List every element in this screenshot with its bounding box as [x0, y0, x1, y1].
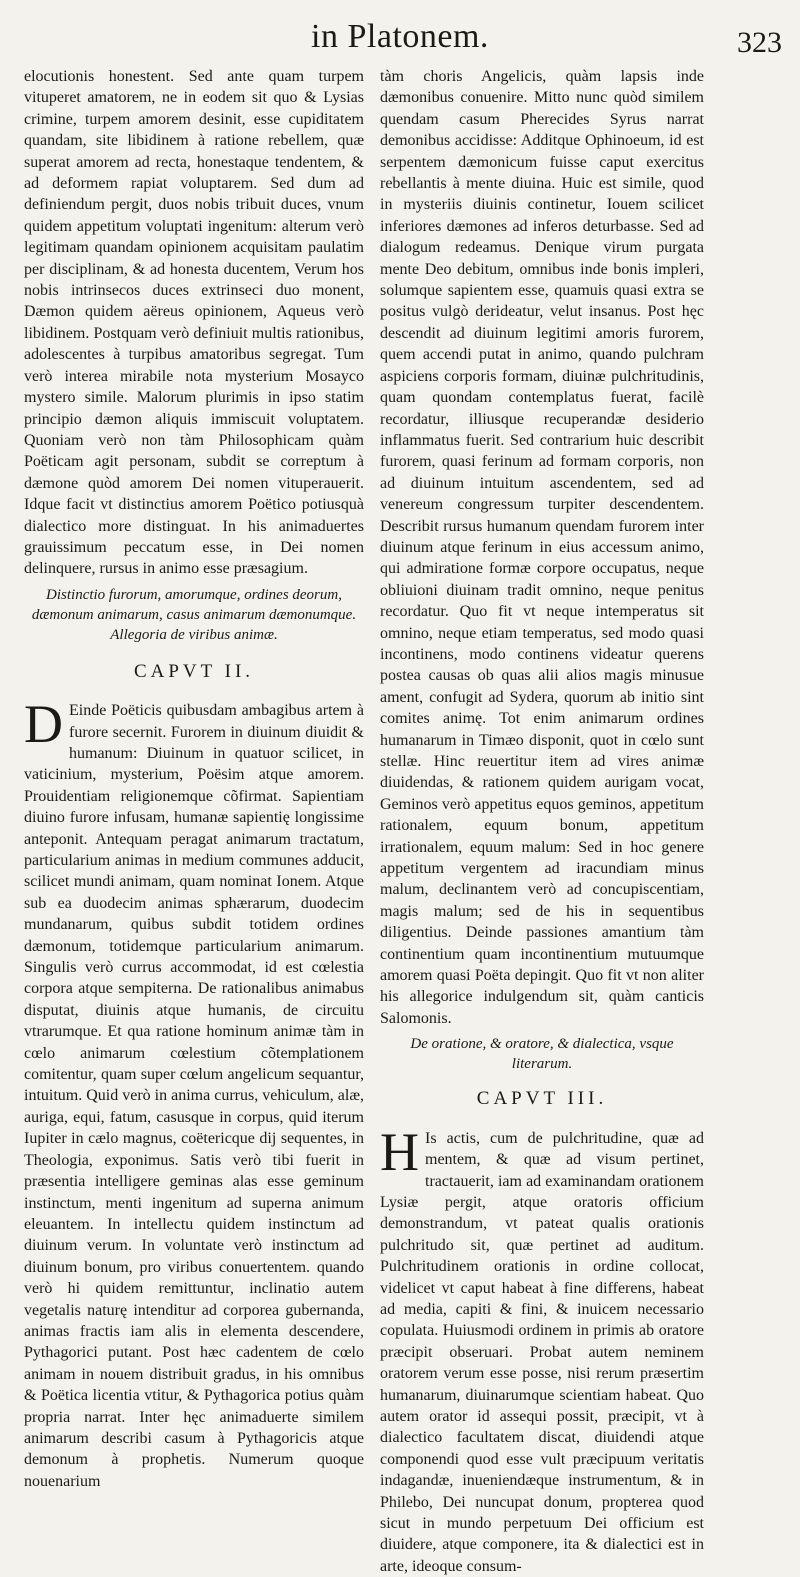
- paragraph: elocutionis honestent. Sed ante quam turpem vituperet amatorem, ne in eodem sit quo & Lysias crimine, turpem amorem desinit, esse cupiditatem quandam, site libidinem à ratione rebellem, quæ superat amorem ad recta, honestaque tendentem, & ad deformem rapiat voluptarem. Sed dum ad definiendum pergit, duos nobis tribuit duces, vnum quidem appetitum voluptati ingenitum: alterum verò legitimam quandam opinionem acquisitam paulatim per disciplinam, & ad honesta ducentem, Verum hos nobis intrinsecos duces extrinseci duo monent, Dæmon quidem aëreus opinionem, Aqueus verò libidinem. Postquam verò definiuit multis rationibus, adolescentes à turpibus amatoribus segregat. Tum verò interea mirabile nota mysterium Mosayco mystero simile. Malorum plurimis in ipso statim principio dæmon aliquis immiscuit voluptatem. Quoniam verò non tàm Philosophicam quàm Poëticam agit personam, subdit se correptum à dæmone quòd amorem Dei nomen vituperauerit. Idque facit vt distinctius amorem Poëtico potiusquà dialectico more distinguat. In his animaduertes grauissimum peccatum esse, in Dei nomen delinquere, rursus in animo esse præsagium.: [24, 68, 364, 578]
- drop-cap: D: [24, 694, 63, 755]
- paragraph-text: Is actis, cum de pulchritudine, quæ ad mentem, & quæ ad visum pertinet, tractauerit, iam ad examinandam orationem Lysiæ pergit, atque oratoris officium demonstrandum, vt pateat qualis orationis pulchritudo sit, quæ pertinet ad auditum. Pulchritudinem orationis in ordine collocat, videlicet vt caput habeat à fine differens, habeat ad media, capiti & fini, & inuicem necessario copulata. Huiusmodi ordinem in primis ab oratore præcipit obseruari. Probat autem neminem oratorem verum esse posse, nisi rerum præsertim humanarum, diuinarumque scientiam habeat. Quo autem orator id assequi possit, præcipit, vt à dialectico facultatem discat, diuidendi atque componendi quod esse vult præcipuum veritatis indagandæ, inueniendæque instrumentum, & in Philebo, Dei nuncupat donum, propterea quod sicut in mundo perpetuum Dei officium est diuidere, atque componere, ita & dialectici est in arte, ideoque consum-: [380, 1129, 704, 1575]
- paragraph-text: Einde Poëticis quibusdam ambagibus artem à furore secernit. Furorem in diuinum diuidit & humanum: Diuinum in quatuor scilicet, in vaticinium, mysterium, Poësim atque amorem. Prouidentiam religionemque cõfirmat. Sapientiam diuino furore infusam, humanæ sapientię longissime anteponit. Antequam peragat animarum tractatum, particularium animas in medium communes adducit, scilicet mundi animam, quam nominat Ionem. Atque sub ea duodecim animas sphærarum, duodecim mundanarum, quibus subdit totidem ordines dæmonum, totidemque particularium animarum. Singulis verò currus accommodat, id est cœlestia corpora atque sempiterna. De rationalibus animabus disputat, diuinis atque humanis, de circuitu vtrarumque. Et qua ratione hominum animæ tàm in cœlo animarum cœlestium cõtemplationem comitentur, quam super cœlum angelicum sequantur, intuitum. Quid verò in anima currus, vehiculum, alæ, auriga, equi, fatum, casusque in corpus, quid iterum Iupiter in cælo magnus, coëtericque dij sequentes, in Theologia, exponimus. Satis verò tibi fuerit in præsentia intelligere geminas alas esse geminum instinctum, menti ingenitum ad superna animum eleuantem. In intellectu quidem instinctum ad diuinum verum. In voluntate verò instinctum ad diuinum bonum, pro viribus conuertentem. quando verò hi quidem remittuntur, inclinatio autem vegetalis naturę intenditur ad corporea gubernanda, animas fractis iam alis in elementa descendere, Pythagorici putant. Post hæc cadentem de cœlo animam in nouem distribuit gradus, in his omnibus & Poëtica licentia vtitur, & Pythagorica potius quàm propria narrat. Inter hęc animaduerte similem animarum describi casum à Pythagoricis atque demonum à prophetis. Numerum quoque nouenarium: [24, 702, 364, 1490]
- chapter-heading: CAPVT III.: [476, 1088, 608, 1110]
- chapter-summary: De oratione, & oratore, & dialectica, vsque literarum.: [410, 1036, 674, 1073]
- page-number: 323: [737, 26, 782, 59]
- drop-cap: H: [380, 1121, 419, 1182]
- paragraph: tàm choris Angelicis, quàm lapsis inde dæmonibus conuenire. Mitto nunc quòd similem quendam casum Pherecides Syrus narrat demonibus accidisse: Additque Ophinoeum, id est serpentem dæmonicum fuisse caput exercitus rebellantis à mente diuina. Huic est simile, quod in mysteriis diuinis continetur, Iouem scilicet inferiores dæmones ad inferos deturbasse. Sed ad dialogum redeamus. Denique virum purgata mente Deo debitum, omnibus inde bonis impleri, solumque sapientem esse, quamuis quasi extra se positus vulgò derideatur, velut insanus. Post hęc descendit ad diuinum legitimi amoris furorem, quem accendi putat in animo, quando pulchram aspiciens corporis formam, diuinæ pulchritudinis, quam quondam contemplatus fuerat, facilè recordatur, illiusque recuperandæ desiderio inflammatus fuerit. Sed contrarium huic describit furorem, quasi ferinum ad formam corporis, non ad diuinum intuitum ascendentem, sed ad venereum congressum turpiter descendentem. Describit rursus humanum quendam furorem inter diuinum atque ferinum in eius accessum animo, qui admiratione formæ corpore occupatus, neque obliuioni diuinam tradit omnino, neque penitus recordatur. Quo fit vt neque intemperatus sit omnino, neque etiam temperatus, sed modo quasi incontinens, modo continens videatur querens postea causas ob quas alii alios magis minusue ament, confugit ad Sydera, quorum ab initio sint comites animę. Tot enim animarum ordines humanarum in Timæo disponit, quot in cœlo sunt stellæ. Hinc reuertitur item ad vires animæ diuidendas, & rationem quidem aurigam vocat, Geminos verò appetitus equos geminos, appetitum rationalem, equum bonum, appetitum irrationalem, equum malum: Sed in hoc genere appetitum vergentem ad iracundiam minus malum, declinantem verò ad concupiscentiam, magis malum; sed de his in sequentibus diligentius. Deinde passiones amantium tàm continentium quam incontinentium mutuumque amorem quasi Poëta depingit. Quo fit vt non aliter his allegorice indulgendum sit, quàm canticis Salomonis.: [380, 68, 704, 1027]
- right-column: [380, 66, 704, 1575]
- page-header: [0, 14, 800, 64]
- left-column: [24, 66, 364, 1490]
- chapter-heading: CAPVT II.: [133, 660, 255, 682]
- running-title: in Platonem.: [311, 18, 489, 55]
- paragraph: [380, 1121, 704, 1577]
- paragraph: [24, 694, 364, 1492]
- chapter-summary: Distinctio furorum, amorumque, ordines deorum, dæmonum animarum, casus animarum dæmonumque. Allegoria de viribus animæ.: [31, 586, 357, 643]
